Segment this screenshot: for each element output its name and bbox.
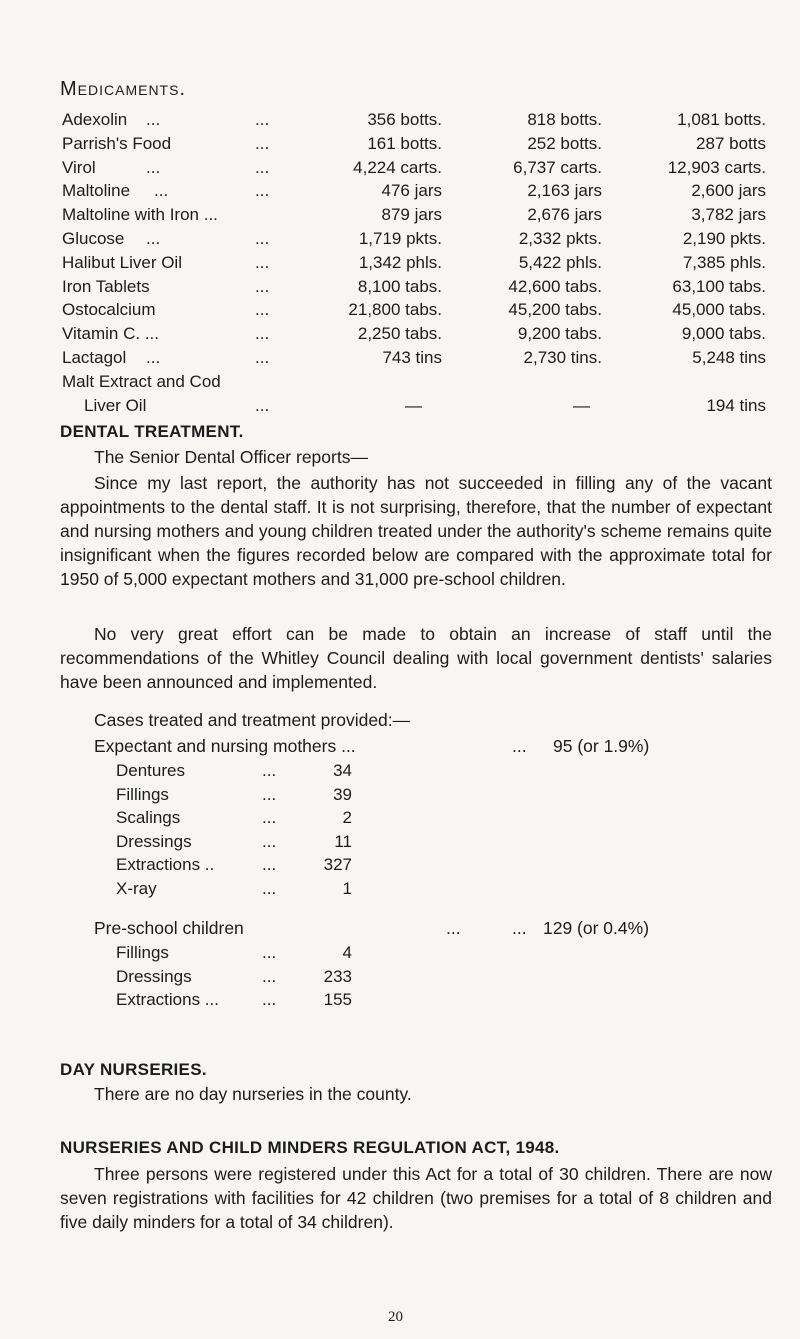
leader-dots: ...: [262, 855, 277, 874]
mothers-label: Expectant and nursing mothers ...: [94, 736, 356, 756]
medicament-name: Liver Oil: [84, 395, 147, 415]
value-2: 818 botts.: [527, 110, 602, 129]
medicament-name: Maltoline: [62, 181, 131, 201]
treatment-count: 327: [323, 855, 352, 874]
table-row: [62, 158, 772, 182]
value-3: 45,000 tabs.: [672, 300, 766, 320]
list-item: [116, 943, 356, 967]
day-nurseries-text: There are no day nurseries in the county.: [94, 1084, 412, 1104]
leader-dots: ...: [255, 252, 270, 272]
value-2: 45,200 tabs.: [508, 300, 602, 320]
value-2: 2,332 pkts.: [518, 228, 602, 248]
leader-dots: ...: [255, 324, 270, 344]
value-3: 2,600 jars: [691, 181, 766, 201]
nurseries-act-text: Three persons were registered under this Act for a total of 30 children. There are now seven registrations with facilities for 42 children (two premises for a total of 8 children and five daily minders for a total of 34 children).: [60, 1164, 772, 1232]
leader-dots: ...: [262, 831, 277, 851]
treatment-name: Fillings: [116, 943, 169, 962]
table-row: [62, 110, 772, 134]
value-1: 21,800 tabs.: [348, 300, 442, 320]
leader-dots: ...: [255, 133, 270, 153]
value-1: 2,250 tabs.: [357, 324, 442, 344]
leader-dots: ...: [262, 943, 277, 962]
value-1: 879 jars: [381, 205, 442, 225]
leader-dots: ...: [255, 157, 270, 177]
value-2: 2,163 jars: [527, 181, 602, 201]
value-1: 4,224 carts.: [353, 157, 442, 177]
leader-dots: ...: [255, 300, 270, 320]
preschool-total: 129 (or 0.4%): [543, 918, 650, 938]
value-3: 9,000 tabs.: [681, 324, 766, 344]
medicament-name: Malt Extract and Cod: [62, 371, 221, 391]
treatment-name: Extractions ..: [116, 855, 215, 874]
cases-intro: Cases treated and treatment provided:—: [94, 710, 411, 730]
leader-dots: ...: [262, 784, 277, 804]
leader-dots: ...: [262, 990, 277, 1009]
leader-dots: ...: [512, 736, 527, 756]
day-nurseries-heading: DAY NURSERIES.: [60, 1060, 207, 1079]
list-item: [116, 855, 356, 879]
value-2: —: [573, 395, 590, 415]
list-item: [116, 761, 356, 785]
table-row: [62, 348, 772, 372]
treatment-count: 1: [342, 878, 352, 898]
treatment-count: 39: [333, 784, 352, 804]
leader-dots: ...: [255, 395, 270, 415]
value-1: 8,100 tabs.: [357, 276, 442, 296]
leader-dots: ...: [512, 918, 527, 938]
medicament-name: Parrish's Food: [62, 133, 172, 153]
treatment-count: 4: [342, 943, 352, 962]
value-3: 194 tins: [706, 395, 766, 415]
value-1: 356 botts.: [367, 110, 442, 129]
leader-dots: ...: [255, 110, 270, 129]
mothers-total: 95 (or 1.9%): [553, 736, 650, 756]
leader-dots: ...: [255, 181, 270, 201]
value-3: 1,081 botts.: [677, 110, 766, 129]
leader-dots: ...: [255, 347, 270, 367]
medicament-name: Iron Tablets: [62, 276, 150, 296]
value-3: 63,100 tabs.: [672, 276, 766, 296]
dental-paragraph-1: Since my last report, the authority has not succeeded in filling any of the vacant appointments to the dental staff. It is not surprising, therefore, that the number of expectant and nursing mothers and young children treated under the authority's scheme remains quite insignificant when the figures recorded below are compared with the approximate total for 1950 of 5,000 expectant mothers and 31,000 pre-school children.: [60, 473, 772, 589]
treatment-count: 155: [323, 990, 352, 1009]
value-2: 6,737 carts.: [513, 157, 602, 177]
value-3: 12,903 carts.: [667, 157, 766, 177]
table-row: [62, 372, 772, 396]
value-3: 5,248 tins: [692, 347, 766, 367]
value-3: 2,190 pkts.: [682, 228, 766, 248]
value-2: 5,422 phls.: [518, 252, 602, 272]
preschool-items: [116, 943, 356, 1014]
leader-dots: ...: [255, 276, 270, 296]
medicament-name: Lactagol: [62, 347, 127, 367]
table-row: [62, 324, 772, 348]
mothers-items: [116, 761, 356, 902]
treatment-name: X-ray: [116, 878, 157, 898]
leader-dots: ...: [146, 347, 161, 367]
list-item: [116, 808, 356, 832]
table-row: [62, 229, 772, 253]
dental-treatment-heading: DENTAL TREATMENT.: [60, 422, 244, 441]
nurseries-act-heading: NURSERIES AND CHILD MINDERS REGULATION ACT, 1948.: [60, 1138, 560, 1157]
list-item: [116, 879, 356, 903]
value-3: 287 botts: [696, 133, 766, 153]
value-2: 2,730 tins.: [523, 347, 602, 367]
medicament-name: Glucose: [62, 228, 125, 248]
value-1: 1,719 pkts.: [358, 228, 442, 248]
leader-dots: ...: [255, 228, 270, 248]
list-item: [116, 785, 356, 809]
treatment-name: Extractions ...: [116, 990, 219, 1009]
table-row: [62, 205, 772, 229]
medicament-name: Vitamin C. ...: [62, 324, 159, 344]
leader-dots: ...: [262, 966, 277, 986]
preschool-label: Pre-school children: [94, 918, 244, 938]
value-1: 743 tins: [382, 347, 442, 367]
list-item: [116, 967, 356, 991]
table-row: [62, 134, 772, 158]
table-row: [62, 277, 772, 301]
treatment-name: Dressings: [116, 831, 192, 851]
medicament-name: Halibut Liver Oil: [62, 252, 182, 272]
medicaments-table: [62, 110, 772, 419]
value-2: 252 botts.: [527, 133, 602, 153]
medicament-name: Ostocalcium: [62, 300, 156, 320]
leader-dots: ...: [146, 228, 161, 248]
leader-dots: ...: [146, 110, 161, 129]
treatment-count: 34: [333, 761, 352, 780]
value-2: 9,200 tabs.: [517, 324, 602, 344]
treatment-name: Scalings: [116, 808, 181, 827]
treatment-name: Dentures: [116, 761, 185, 780]
treatment-name: Dressings: [116, 966, 192, 986]
medicaments-title: Medicaments.: [60, 78, 187, 100]
value-3: 3,782 jars: [691, 205, 766, 225]
list-item: [116, 832, 356, 856]
treatment-count: 233: [323, 966, 352, 986]
leader-dots: ...: [262, 761, 277, 780]
table-row: [62, 253, 772, 277]
value-2: 42,600 tabs.: [508, 276, 602, 296]
value-1: —: [405, 395, 422, 415]
value-1: 476 jars: [381, 181, 442, 201]
value-1: 1,342 phls.: [358, 252, 442, 272]
medicament-name: Virol: [62, 157, 96, 177]
value-3: 7,385 phls.: [682, 252, 766, 272]
value-1: 161 botts.: [367, 133, 442, 153]
treatment-count: 2: [342, 808, 352, 827]
list-item: [116, 990, 356, 1014]
dental-paragraph-2: No very great effort can be made to obtain an increase of staff until the recommendations of the Whitley Council dealing with local government dentists' salaries have been announced and implemented.: [60, 624, 772, 692]
page-number: 20: [388, 1309, 403, 1325]
leader-dots: ...: [154, 181, 169, 201]
table-row: [62, 300, 772, 324]
value-2: 2,676 jars: [527, 205, 602, 225]
dental-intro: The Senior Dental Officer reports—: [94, 447, 368, 467]
leader-dots: ...: [262, 878, 277, 898]
leader-dots: ...: [146, 157, 161, 177]
medicament-name: Adexolin: [62, 110, 128, 129]
leader-dots: ...: [446, 918, 461, 938]
treatment-name: Fillings: [116, 784, 169, 804]
table-row: [62, 396, 772, 420]
table-row: [62, 181, 772, 205]
medicament-name: Maltoline with Iron ...: [62, 205, 218, 225]
treatment-count: 11: [334, 831, 352, 851]
leader-dots: ...: [262, 808, 277, 827]
